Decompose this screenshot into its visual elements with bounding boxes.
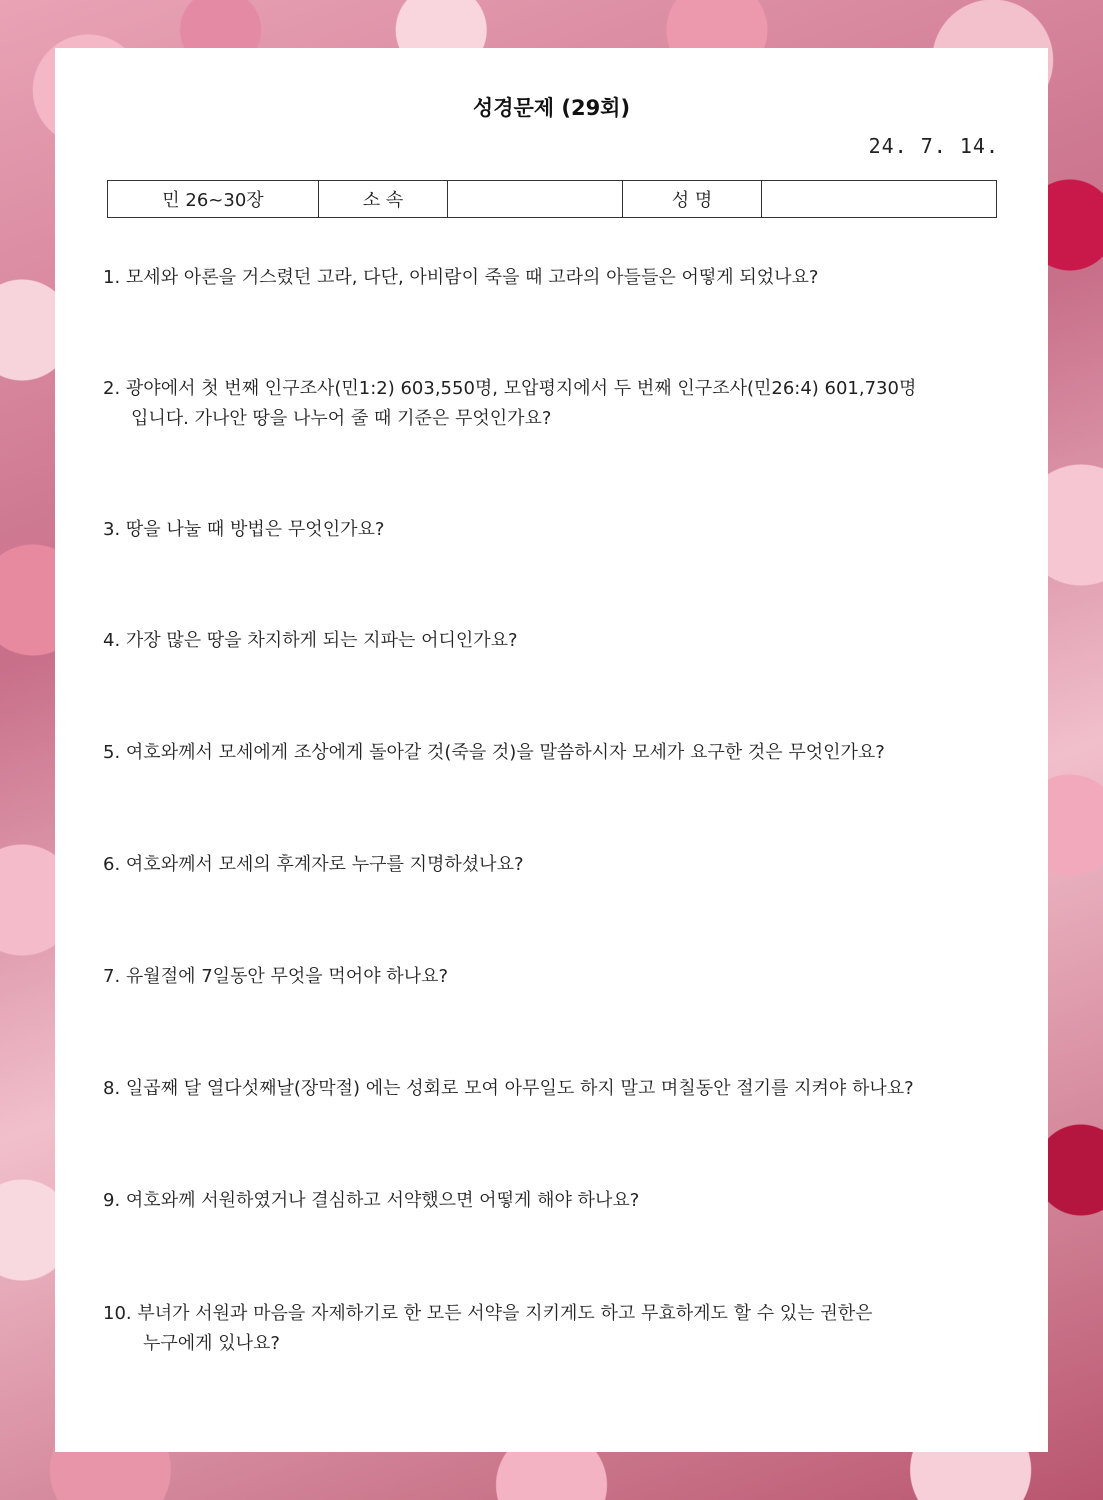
question-text: 광야에서 첫 번째 인구조사(민1:2) 603,550명, 모압평지에서 두 번째 인구조사(민26:4) 601,730명 xyxy=(125,378,917,399)
question-10 xyxy=(103,1299,1003,1359)
question-6 xyxy=(103,850,1003,880)
worksheet-title: 성경문제 (29회) xyxy=(472,96,631,120)
question-number: 4. xyxy=(103,630,121,651)
question-number: 5. xyxy=(103,742,121,763)
question-9 xyxy=(103,1186,1003,1216)
question-text-continued: 누구에게 있나요? xyxy=(143,1333,280,1354)
name-label: 성 명 xyxy=(623,181,762,218)
question-number: 8. xyxy=(103,1078,121,1099)
question-text: 일곱째 달 열다섯째날(장막절) 에는 성회로 모여 아무일도 하지 말고 며칠동안 절기를 지켜야 하나요? xyxy=(125,1078,914,1099)
affiliation-field[interactable] xyxy=(448,181,623,218)
question-text: 땅을 나눌 때 방법은 무엇인가요? xyxy=(125,519,385,540)
question-number: 3. xyxy=(103,519,121,540)
question-text: 여호와께서 모세에게 조상에게 돌아갈 것(죽을 것)을 말씀하시자 모세가 요구한 것은 무엇인가요? xyxy=(125,742,885,763)
question-number: 2. xyxy=(103,378,121,399)
question-7 xyxy=(103,962,1003,992)
question-4 xyxy=(103,626,1003,656)
question-text-continued: 입니다. 가나안 땅을 나누어 줄 때 기준은 무엇인가요? xyxy=(131,408,552,429)
question-text: 여호와께 서원하였거나 결심하고 서약했으면 어떻게 해야 하나요? xyxy=(125,1190,640,1211)
affiliation-label: 소 속 xyxy=(319,181,448,218)
name-field[interactable] xyxy=(762,181,997,218)
question-text: 부녀가 서원과 마음을 자제하기로 한 모든 서약을 지키게도 하고 무효하게도 할 수 있는 권한은 xyxy=(137,1303,873,1324)
question-text: 여호와께서 모세의 후계자로 누구를 지명하셨나요? xyxy=(125,854,524,875)
question-2 xyxy=(103,374,1003,434)
question-number: 7. xyxy=(103,966,121,987)
question-number: 10. xyxy=(103,1303,132,1324)
question-1 xyxy=(103,263,1003,293)
question-text: 모세와 아론을 거스렸던 고라, 다단, 아비람이 죽을 때 고라의 아들들은 어떻게 되었나요? xyxy=(125,267,819,288)
question-3 xyxy=(103,515,1003,545)
chapters-cell: 민 26~30장 xyxy=(108,181,319,218)
question-number: 1. xyxy=(103,267,121,288)
info-table xyxy=(107,180,997,218)
question-5 xyxy=(103,738,1003,768)
question-number: 9. xyxy=(103,1190,121,1211)
worksheet-date: 24. 7. 14. xyxy=(868,134,999,158)
question-text: 가장 많은 땅을 차지하게 되는 지파는 어디인가요? xyxy=(125,630,518,651)
question-text: 유월절에 7일동안 무엇을 먹어야 하나요? xyxy=(125,966,449,987)
question-8 xyxy=(103,1074,1003,1104)
question-number: 6. xyxy=(103,854,121,875)
